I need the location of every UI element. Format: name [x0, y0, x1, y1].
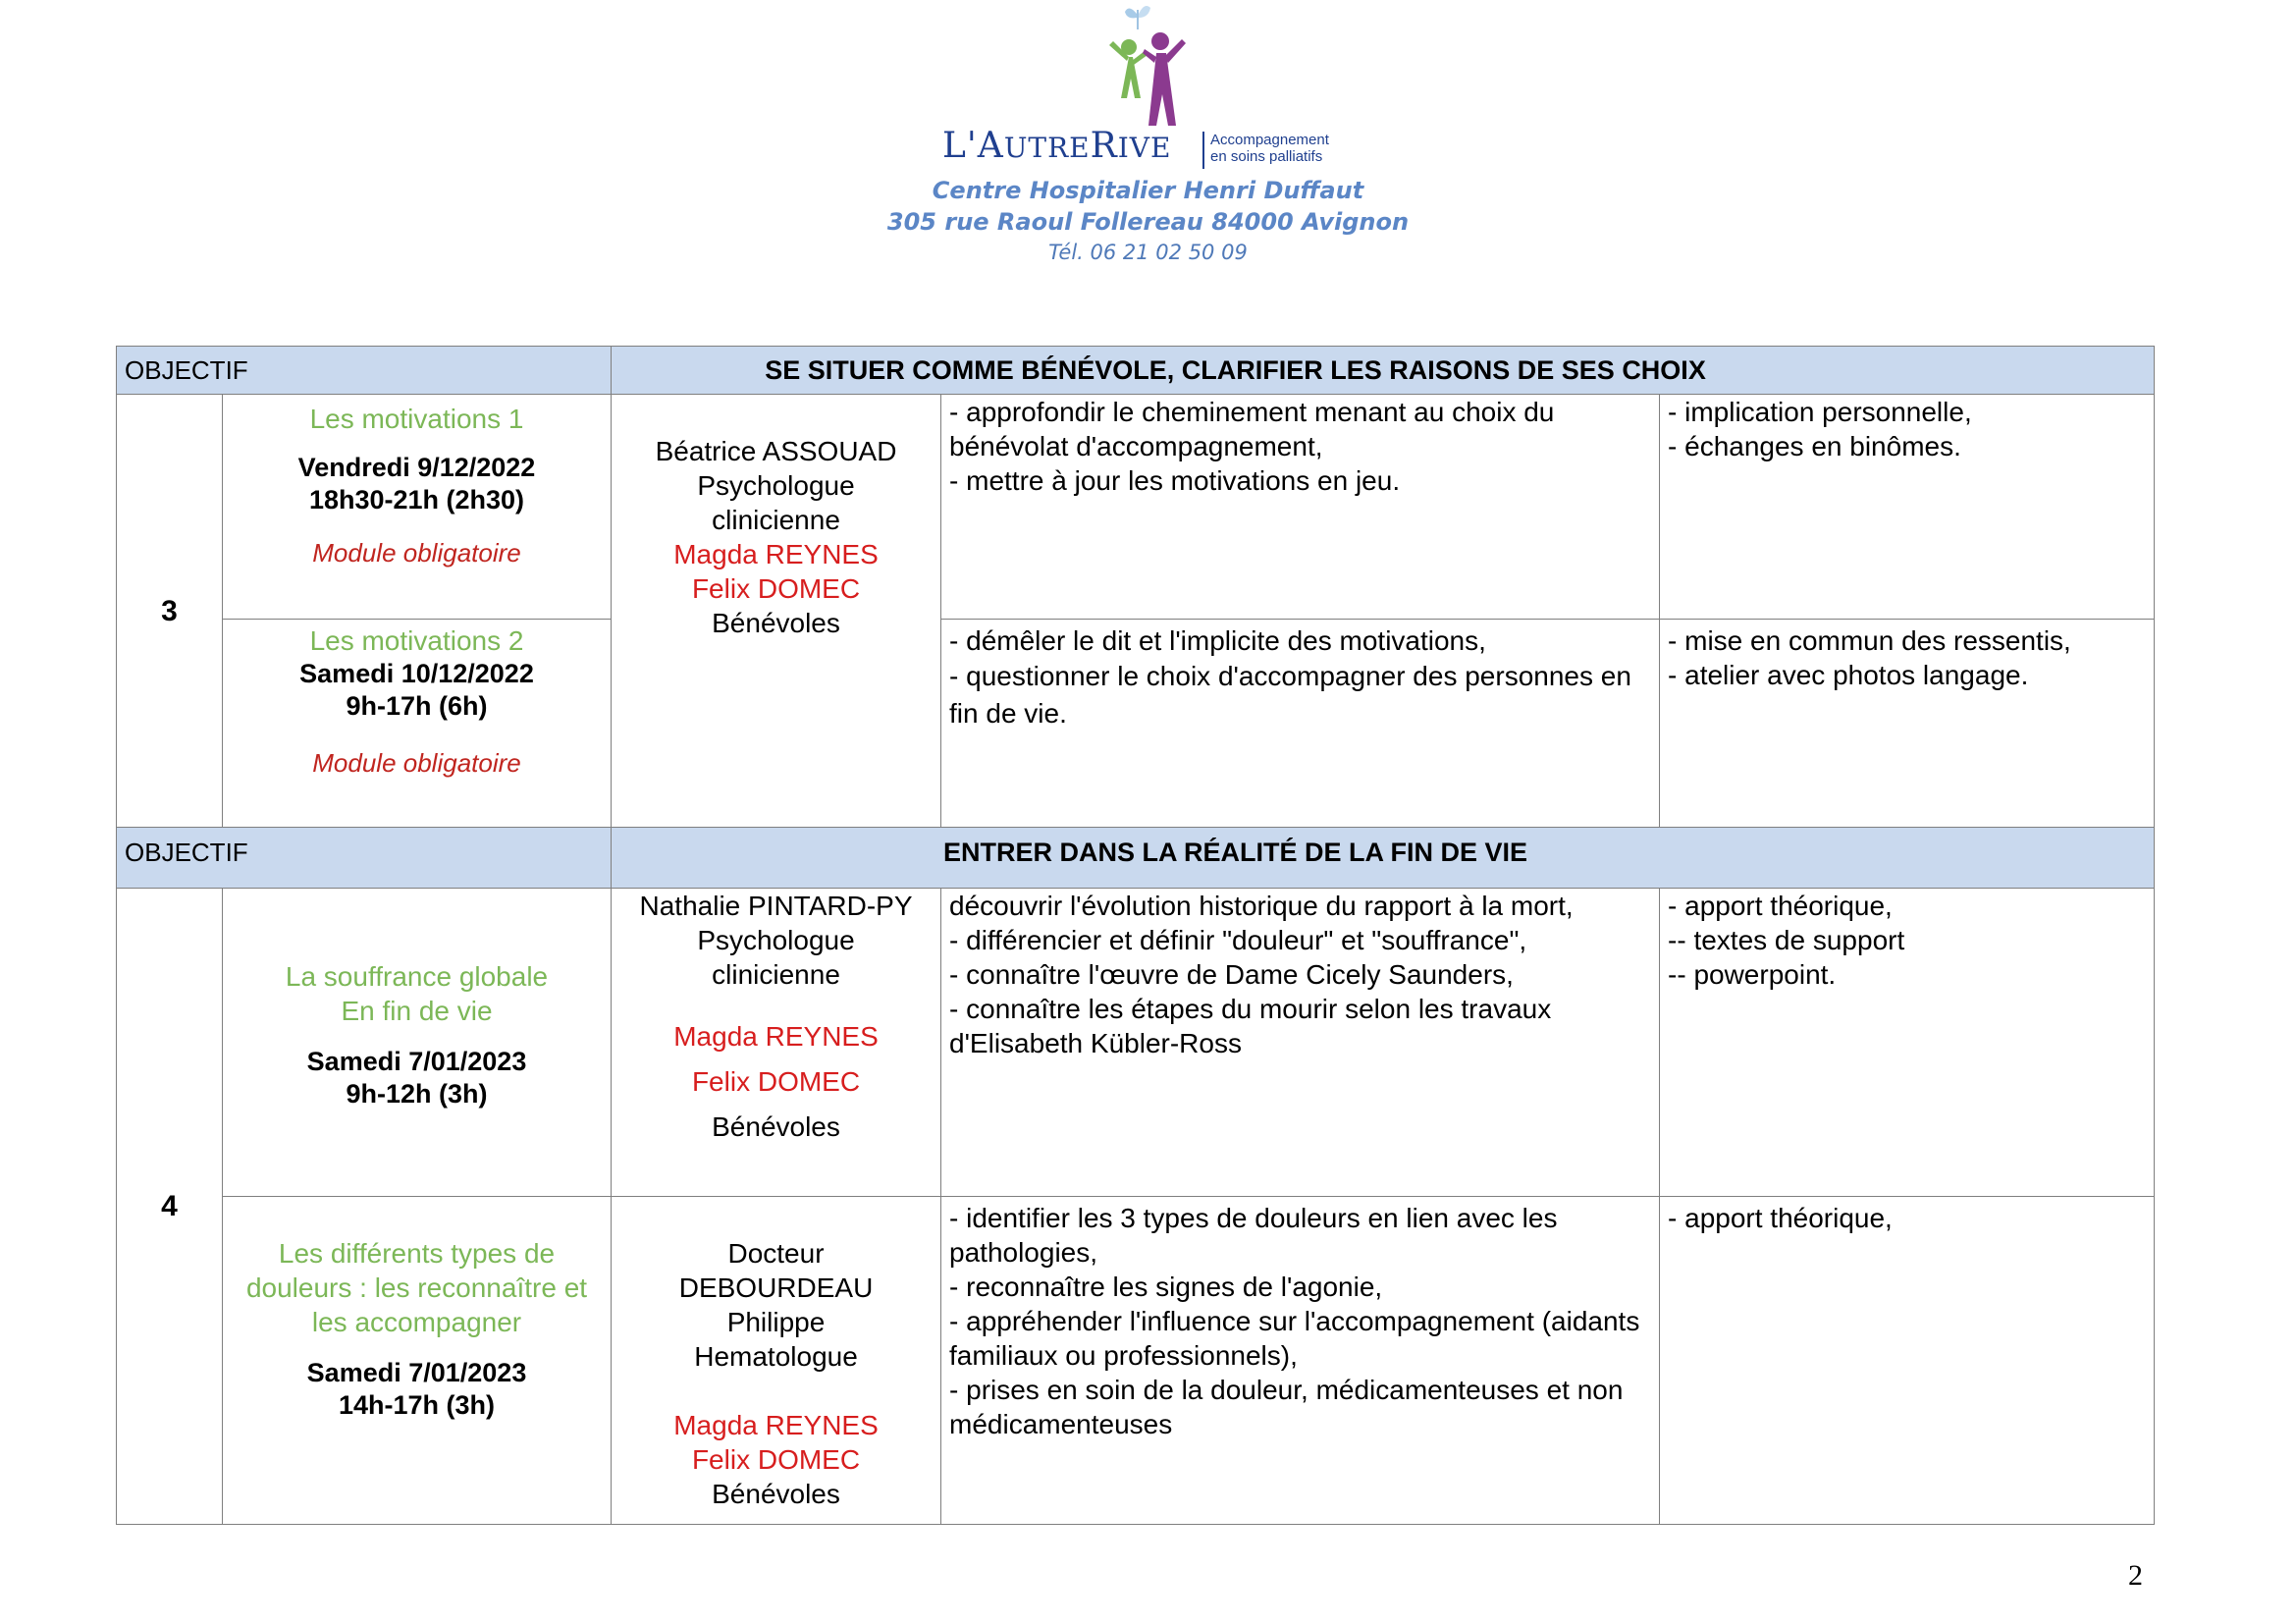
method-item: - atelier avec photos langage. — [1668, 660, 2029, 690]
volunteer-name: Felix DOMEC — [691, 1444, 861, 1475]
goal-item: - identifier les 3 types de douleurs en lien avec les pathologies, — [949, 1203, 1558, 1268]
letterhead — [0, 0, 2296, 285]
methods-cell — [1660, 889, 2155, 1197]
organization-phone: Tél. 06 21 02 50 09 — [1048, 241, 1248, 264]
logo-divider — [1202, 132, 1204, 169]
module-time: 9h-17h (6h) — [346, 691, 488, 721]
objective-row — [117, 828, 2155, 889]
speakers-cell — [612, 889, 941, 1197]
goal-item: - mettre à jour les motivations en jeu. — [949, 465, 1401, 496]
speaker-role: Psychologue — [697, 925, 855, 955]
method-item: -- textes de support — [1668, 925, 1905, 955]
organization-address: 305 rue Raoul Follereau 84000 Avignon — [886, 208, 1410, 236]
logo-name: L'AUTRERIVE — [942, 126, 1172, 166]
speaker-title: Docteur — [727, 1238, 825, 1269]
objective-title: SE SITUER COMME BÉNÉVOLE, CLARIFIER LES RAISONS DE SES CHOIX — [612, 347, 2155, 395]
volunteer-name: Felix DOMEC — [691, 1066, 861, 1097]
table-row — [117, 620, 2155, 828]
methods-cell — [1660, 395, 2155, 620]
table-row — [117, 1197, 2155, 1525]
speakers-cell — [612, 395, 941, 828]
module-title: Les différents types de — [278, 1238, 556, 1269]
goal-item: - reconnaître les signes de l'agonie, — [949, 1272, 1383, 1302]
module-title: La souffrance globale — [285, 961, 549, 992]
speaker-role: clinicienne — [712, 959, 840, 990]
speaker-name: Nathalie PINTARD-PY — [639, 891, 913, 921]
speaker-role: Psychologue — [697, 470, 855, 501]
volunteers-label: Bénévoles — [712, 1479, 840, 1509]
volunteers-label: Bénévoles — [712, 608, 840, 638]
goals-cell — [941, 1197, 1660, 1525]
goal-item: - démêler le dit et l'implicite des motivations, — [949, 625, 1486, 656]
volunteer-name: Magda REYNES — [673, 539, 879, 569]
module-title: les accompagner — [311, 1307, 522, 1337]
module-date: Samedi 10/12/2022 — [299, 659, 534, 688]
volunteer-name: Felix DOMEC — [691, 573, 861, 604]
method-item: - échanges en binômes. — [1668, 431, 1961, 461]
objective-title: ENTRER DANS LA RÉALITÉ DE LA FIN DE VIE — [612, 828, 2155, 889]
module-time: 14h-17h (3h) — [338, 1390, 496, 1420]
goal-item: - différencier et définir "douleur" et "souffrance", — [949, 925, 1527, 955]
module-date: Samedi 7/01/2023 — [306, 1047, 527, 1076]
module-date: Samedi 7/01/2023 — [306, 1358, 527, 1387]
method-item: - apport théorique, — [1668, 1203, 1893, 1233]
method-item: - apport théorique, — [1668, 891, 1893, 921]
logo-figures-icon — [1099, 0, 1198, 137]
goal-item: - questionner le choix d'accompagner des personnes en fin de vie. — [949, 661, 1631, 729]
module-cell — [223, 889, 612, 1197]
goals-cell — [941, 620, 1660, 828]
speaker-name: DEBOURDEAU — [678, 1272, 874, 1303]
logo-tagline: Accompagnement en soins palliatifs — [1210, 132, 1329, 165]
module-date: Vendredi 9/12/2022 — [297, 453, 536, 482]
speakers-cell — [612, 1197, 941, 1525]
module-note: Module obligatoire — [312, 538, 521, 568]
training-program-table — [116, 346, 2155, 1525]
method-item: - mise en commun des ressentis, — [1668, 625, 2071, 656]
objective-label: OBJECTIF — [117, 828, 612, 889]
module-time: 18h30-21h (2h30) — [308, 485, 525, 514]
organization-name: Centre Hospitalier Henri Duffaut — [932, 177, 1364, 204]
goal-item: découvrir l'évolution historique du rapport à la mort, — [949, 891, 1574, 921]
goal-item: - connaître les étapes du mourir selon les travaux d'Elisabeth Kübler-Ross — [949, 994, 1552, 1058]
module-title: douleurs : les reconnaître et — [245, 1272, 588, 1303]
speaker-role: Hematologue — [694, 1341, 858, 1372]
module-cell — [223, 620, 612, 828]
volunteer-name: Magda REYNES — [673, 1021, 879, 1052]
speaker-first-name: Philippe — [726, 1307, 826, 1337]
methods-cell — [1660, 1197, 2155, 1525]
session-number: 4 — [117, 889, 223, 1525]
module-title: Les motivations 2 — [309, 625, 524, 656]
table-row — [117, 889, 2155, 1197]
methods-cell — [1660, 620, 2155, 828]
method-item: - implication personnelle, — [1668, 397, 1972, 427]
volunteers-label: Bénévoles — [712, 1111, 840, 1142]
logo-wordmark — [942, 126, 1364, 175]
goals-cell — [941, 395, 1660, 620]
module-time: 9h-12h (3h) — [346, 1079, 488, 1109]
speaker-role: clinicienne — [712, 505, 840, 535]
speaker-name: Béatrice ASSOUAD — [655, 436, 897, 466]
page-number: 2 — [2128, 1559, 2143, 1592]
goals-cell — [941, 889, 1660, 1197]
goal-item: - prises en soin de la douleur, médicamenteuses et non médicamenteuses — [949, 1375, 1624, 1439]
method-item: -- powerpoint. — [1668, 959, 1837, 990]
module-cell — [223, 395, 612, 620]
module-title: En fin de vie — [341, 996, 493, 1026]
session-number: 3 — [117, 395, 223, 828]
objective-row — [117, 347, 2155, 395]
module-note: Module obligatoire — [312, 748, 521, 778]
objective-label: OBJECTIF — [117, 347, 612, 395]
table-row — [117, 395, 2155, 620]
volunteer-name: Magda REYNES — [673, 1410, 879, 1440]
goal-item: - approfondir le cheminement menant au choix du bénévolat d'accompagnement, — [949, 397, 1555, 461]
goal-item: - appréhender l'influence sur l'accompagnement (aidants familiaux ou professionnels), — [949, 1306, 1640, 1371]
module-cell — [223, 1197, 612, 1525]
module-title: Les motivations 1 — [309, 404, 524, 434]
goal-item: - connaître l'œuvre de Dame Cicely Saunders, — [949, 959, 1514, 990]
